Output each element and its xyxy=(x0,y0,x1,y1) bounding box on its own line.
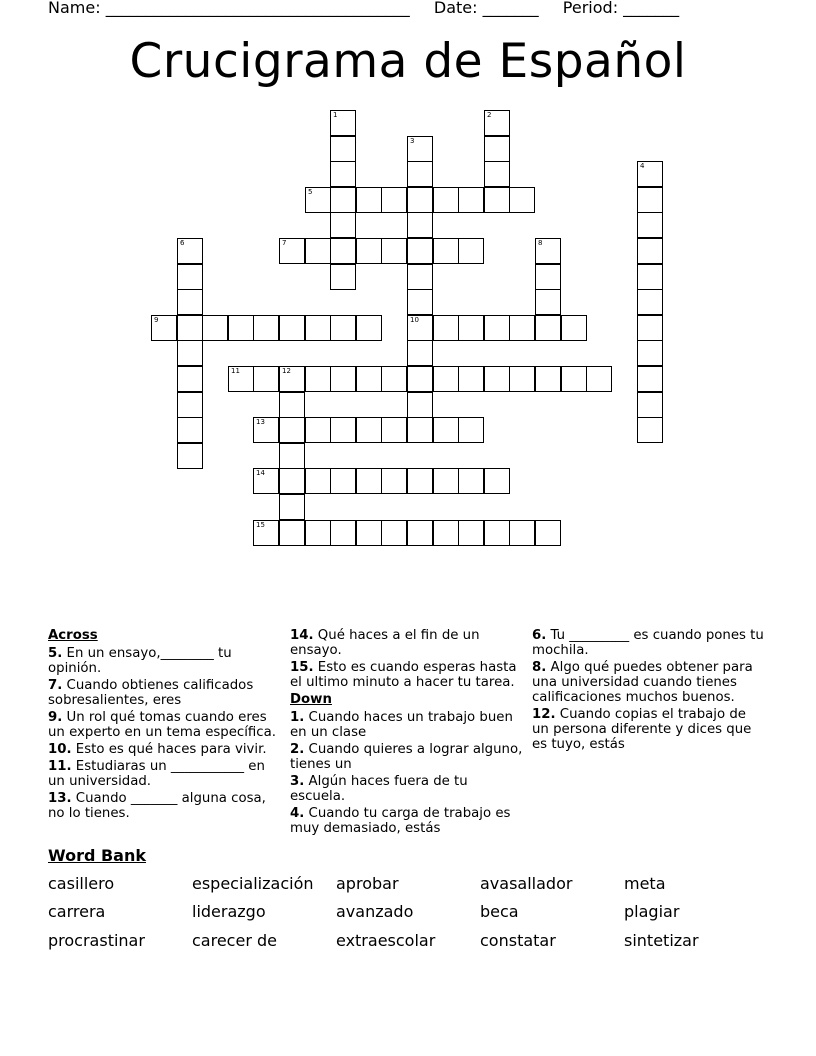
crossword-cell[interactable] xyxy=(279,494,305,520)
word-bank-item: meta xyxy=(624,874,666,893)
crossword-cell[interactable] xyxy=(535,264,561,290)
crossword-cell[interactable] xyxy=(637,315,663,341)
crossword-cell[interactable] xyxy=(407,392,433,418)
clue-number: 12 xyxy=(282,367,291,375)
crossword-cell[interactable] xyxy=(356,315,382,341)
crossword-cell[interactable] xyxy=(407,520,433,546)
clue-down-2: 2. Cuando quieres a lograr alguno, tienes un xyxy=(290,742,523,772)
clue-number: 7 xyxy=(282,239,287,247)
crossword-cell[interactable] xyxy=(228,315,254,341)
crossword-cell[interactable] xyxy=(356,468,382,494)
name-label: Name: xyxy=(48,0,101,17)
crossword-cell[interactable] xyxy=(177,392,203,418)
crossword-cell[interactable] xyxy=(253,417,279,443)
crossword-cell[interactable] xyxy=(228,366,254,392)
crossword-cell[interactable] xyxy=(202,315,228,341)
crossword-cell[interactable] xyxy=(330,417,356,443)
crossword-cell[interactable] xyxy=(279,468,305,494)
crossword-cell[interactable] xyxy=(458,315,484,341)
crossword-cell[interactable] xyxy=(305,417,331,443)
crossword-cell[interactable] xyxy=(535,315,561,341)
clue-number: 5 xyxy=(308,188,313,196)
clue-number: 1 xyxy=(333,111,338,119)
crossword-cell[interactable] xyxy=(484,366,510,392)
crossword-cell[interactable] xyxy=(561,366,587,392)
crossword-cell[interactable] xyxy=(637,187,663,213)
crossword-cell[interactable] xyxy=(177,366,203,392)
clue-across-9: 9. Un rol qué tomas cuando eres un experto en un tema específica. xyxy=(48,710,276,740)
crossword-cell[interactable] xyxy=(509,315,535,341)
across-heading: Across xyxy=(48,628,98,643)
crossword-cell[interactable] xyxy=(279,315,305,341)
crossword-cell[interactable] xyxy=(177,264,203,290)
crossword-cell[interactable] xyxy=(330,238,356,264)
clues-column-3 xyxy=(532,628,764,754)
clue-number: 3 xyxy=(410,137,415,145)
word-bank-title: Word Bank xyxy=(48,846,147,865)
word-bank-item: carrera xyxy=(48,902,106,921)
crossword-cell[interactable] xyxy=(381,366,407,392)
crossword-cell[interactable] xyxy=(458,417,484,443)
clue-number: 10 xyxy=(410,316,419,324)
down-heading: Down xyxy=(290,692,332,707)
word-bank-item: liderazgo xyxy=(192,902,266,921)
crossword-cell[interactable] xyxy=(484,110,510,136)
crossword-cell[interactable] xyxy=(177,289,203,315)
clue-number: 6 xyxy=(180,239,185,247)
page-title: Crucigrama de Español xyxy=(129,34,687,89)
crossword-cell[interactable] xyxy=(279,417,305,443)
crossword-cell[interactable] xyxy=(330,366,356,392)
crossword-cell[interactable] xyxy=(407,238,433,264)
crossword-cell[interactable] xyxy=(356,366,382,392)
crossword-cell[interactable] xyxy=(381,238,407,264)
crossword-cell[interactable] xyxy=(535,366,561,392)
crossword-cell[interactable] xyxy=(177,443,203,469)
word-bank-item: extraescolar xyxy=(336,931,436,950)
clue-down-6: 6. Tu _________ es cuando pones tu mochila. xyxy=(532,628,764,658)
crossword-cell[interactable] xyxy=(433,520,459,546)
crossword-cell[interactable] xyxy=(330,110,356,136)
crossword-cell[interactable] xyxy=(407,212,433,238)
crossword-cell[interactable] xyxy=(407,264,433,290)
crossword-cell[interactable] xyxy=(484,136,510,162)
crossword-cell[interactable] xyxy=(433,315,459,341)
crossword-cell[interactable] xyxy=(305,520,331,546)
crossword-cell[interactable] xyxy=(279,366,305,392)
clue-across-11: 11. Estudiaras un ___________ en un universidad. xyxy=(48,759,265,789)
crossword-cell[interactable] xyxy=(253,315,279,341)
clue-across-10: 10. Esto es qué haces para vivir. xyxy=(48,742,267,757)
crossword-cell[interactable] xyxy=(151,315,177,341)
clue-down-8: 8. Algo qué puedes obtener para una universidad cuando tienes calificaciones muchos buenos. xyxy=(532,660,753,705)
clue-across-5: 5. En un ensayo,________ tu opinión. xyxy=(48,646,232,676)
crossword-cell[interactable] xyxy=(637,161,663,187)
crossword-cell[interactable] xyxy=(458,187,484,213)
clue-number: 14 xyxy=(256,469,265,477)
crossword-cell[interactable] xyxy=(305,468,331,494)
crossword-cell[interactable] xyxy=(484,468,510,494)
crossword-cell[interactable] xyxy=(407,315,433,341)
clue-number: 13 xyxy=(256,418,265,426)
crossword-cell[interactable] xyxy=(305,315,331,341)
crossword-cell[interactable] xyxy=(381,187,407,213)
crossword-cell[interactable] xyxy=(253,520,279,546)
crossword-cell[interactable] xyxy=(407,366,433,392)
word-bank-item: constatar xyxy=(480,931,556,950)
crossword-cell[interactable] xyxy=(305,366,331,392)
crossword-cell[interactable] xyxy=(586,366,612,392)
crossword-cell[interactable] xyxy=(279,392,305,418)
crossword-cell[interactable] xyxy=(407,417,433,443)
crossword-cell[interactable] xyxy=(458,520,484,546)
crossword-cell[interactable] xyxy=(433,187,459,213)
word-bank-item: aprobar xyxy=(336,874,399,893)
clue-number: 11 xyxy=(231,367,240,375)
crossword-cell[interactable] xyxy=(381,468,407,494)
clue-number: 2 xyxy=(487,111,492,119)
word-bank-item: avasallador xyxy=(480,874,573,893)
clue-down-1: 1. Cuando haces un trabajo buen en un clase xyxy=(290,710,513,740)
crossword-cell[interactable] xyxy=(458,366,484,392)
crossword-cell[interactable] xyxy=(407,340,433,366)
clue-number: 4 xyxy=(640,162,645,170)
crossword-cell[interactable] xyxy=(279,443,305,469)
period-label: Period: xyxy=(562,0,619,17)
crossword-cell[interactable] xyxy=(637,212,663,238)
date-label: Date: xyxy=(433,0,478,17)
student-info-line xyxy=(48,0,679,17)
crossword-cell[interactable] xyxy=(509,187,535,213)
crossword-cell[interactable] xyxy=(330,187,356,213)
crossword-cell[interactable] xyxy=(279,238,305,264)
word-bank-item: casillero xyxy=(48,874,115,893)
clue-down-3: 3. Algún haces fuera de tu escuela. xyxy=(290,774,468,804)
crossword-cell[interactable] xyxy=(433,238,459,264)
crossword-cell[interactable] xyxy=(356,520,382,546)
crossword-cell[interactable] xyxy=(637,264,663,290)
crossword-cell[interactable] xyxy=(484,315,510,341)
crossword-cell[interactable] xyxy=(330,136,356,162)
clues-column-2 xyxy=(290,628,526,838)
word-bank-item: especialización xyxy=(192,874,314,893)
word-bank-item: procrastinar xyxy=(48,931,145,950)
crossword-cell[interactable] xyxy=(458,238,484,264)
crossword-cell[interactable] xyxy=(305,238,331,264)
crossword-cell[interactable] xyxy=(637,417,663,443)
crossword-cell[interactable] xyxy=(177,315,203,341)
word-bank-item: beca xyxy=(480,902,519,921)
crossword-cell[interactable] xyxy=(330,264,356,290)
crossword-cell[interactable] xyxy=(330,520,356,546)
crossword-cell[interactable] xyxy=(509,520,535,546)
clue-across-13: 13. Cuando _______ alguna cosa, no lo tienes. xyxy=(48,791,266,821)
crossword-cell[interactable] xyxy=(381,417,407,443)
crossword-cell[interactable] xyxy=(253,366,279,392)
crossword-cell[interactable] xyxy=(330,315,356,341)
crossword-cell[interactable] xyxy=(407,136,433,162)
crossword-cell[interactable] xyxy=(535,520,561,546)
crossword-cell[interactable] xyxy=(637,238,663,264)
crossword-cell[interactable] xyxy=(484,520,510,546)
crossword-cell[interactable] xyxy=(330,212,356,238)
crossword-cell[interactable] xyxy=(330,161,356,187)
word-bank-item: carecer de xyxy=(192,931,277,950)
crossword-cell[interactable] xyxy=(535,289,561,315)
clues-column-1 xyxy=(48,628,280,823)
crossword-cell[interactable] xyxy=(279,520,305,546)
word-bank-item: avanzado xyxy=(336,902,414,921)
crossword-cell[interactable] xyxy=(177,340,203,366)
period-blank[interactable]: _______ xyxy=(623,0,680,17)
crossword-cell[interactable] xyxy=(458,468,484,494)
crossword-cell[interactable] xyxy=(356,187,382,213)
crossword-cell[interactable] xyxy=(637,289,663,315)
crossword-cell[interactable] xyxy=(637,392,663,418)
crossword-cell[interactable] xyxy=(509,366,535,392)
crossword-cell[interactable] xyxy=(381,520,407,546)
crossword-cell[interactable] xyxy=(637,366,663,392)
clue-number: 8 xyxy=(538,239,543,247)
crossword-cell[interactable] xyxy=(177,417,203,443)
clue-across-15: 15. Esto es cuando esperas hasta el ultimo minuto a hacer tu tarea. xyxy=(290,660,517,690)
crossword-cell[interactable] xyxy=(253,468,279,494)
crossword-cell[interactable] xyxy=(305,187,331,213)
clue-number: 9 xyxy=(154,316,159,324)
crossword-cell[interactable] xyxy=(637,340,663,366)
crossword-cell[interactable] xyxy=(407,161,433,187)
word-bank-item: sintetizar xyxy=(624,931,699,950)
crossword-cell[interactable] xyxy=(356,238,382,264)
crossword-cell[interactable] xyxy=(433,417,459,443)
crossword-cell[interactable] xyxy=(535,238,561,264)
crossword-cell[interactable] xyxy=(407,187,433,213)
clue-number: 15 xyxy=(256,521,265,529)
clue-down-4: 4. Cuando tu carga de trabajo es muy demasiado, estás xyxy=(290,806,511,836)
crossword-cell[interactable] xyxy=(561,315,587,341)
crossword-cell[interactable] xyxy=(407,289,433,315)
crossword-cell[interactable] xyxy=(177,238,203,264)
crossword-cell[interactable] xyxy=(484,161,510,187)
clue-across-14: 14. Qué haces a el fin de un ensayo. xyxy=(290,628,480,658)
clue-across-7: 7. Cuando obtienes calificados sobresalientes, eres xyxy=(48,678,254,708)
crossword-cell[interactable] xyxy=(330,468,356,494)
date-blank[interactable]: _______ xyxy=(482,0,539,17)
crossword-cell[interactable] xyxy=(433,366,459,392)
clue-down-12: 12. Cuando copias el trabajo de un persona diferente y dices que es tuyo, estás xyxy=(532,707,752,752)
name-blank[interactable]: ______________________________________ xyxy=(105,0,410,17)
crossword-cell[interactable] xyxy=(484,187,510,213)
crossword-cell[interactable] xyxy=(407,468,433,494)
crossword-cell[interactable] xyxy=(356,417,382,443)
word-bank-item: plagiar xyxy=(624,902,680,921)
crossword-cell[interactable] xyxy=(433,468,459,494)
